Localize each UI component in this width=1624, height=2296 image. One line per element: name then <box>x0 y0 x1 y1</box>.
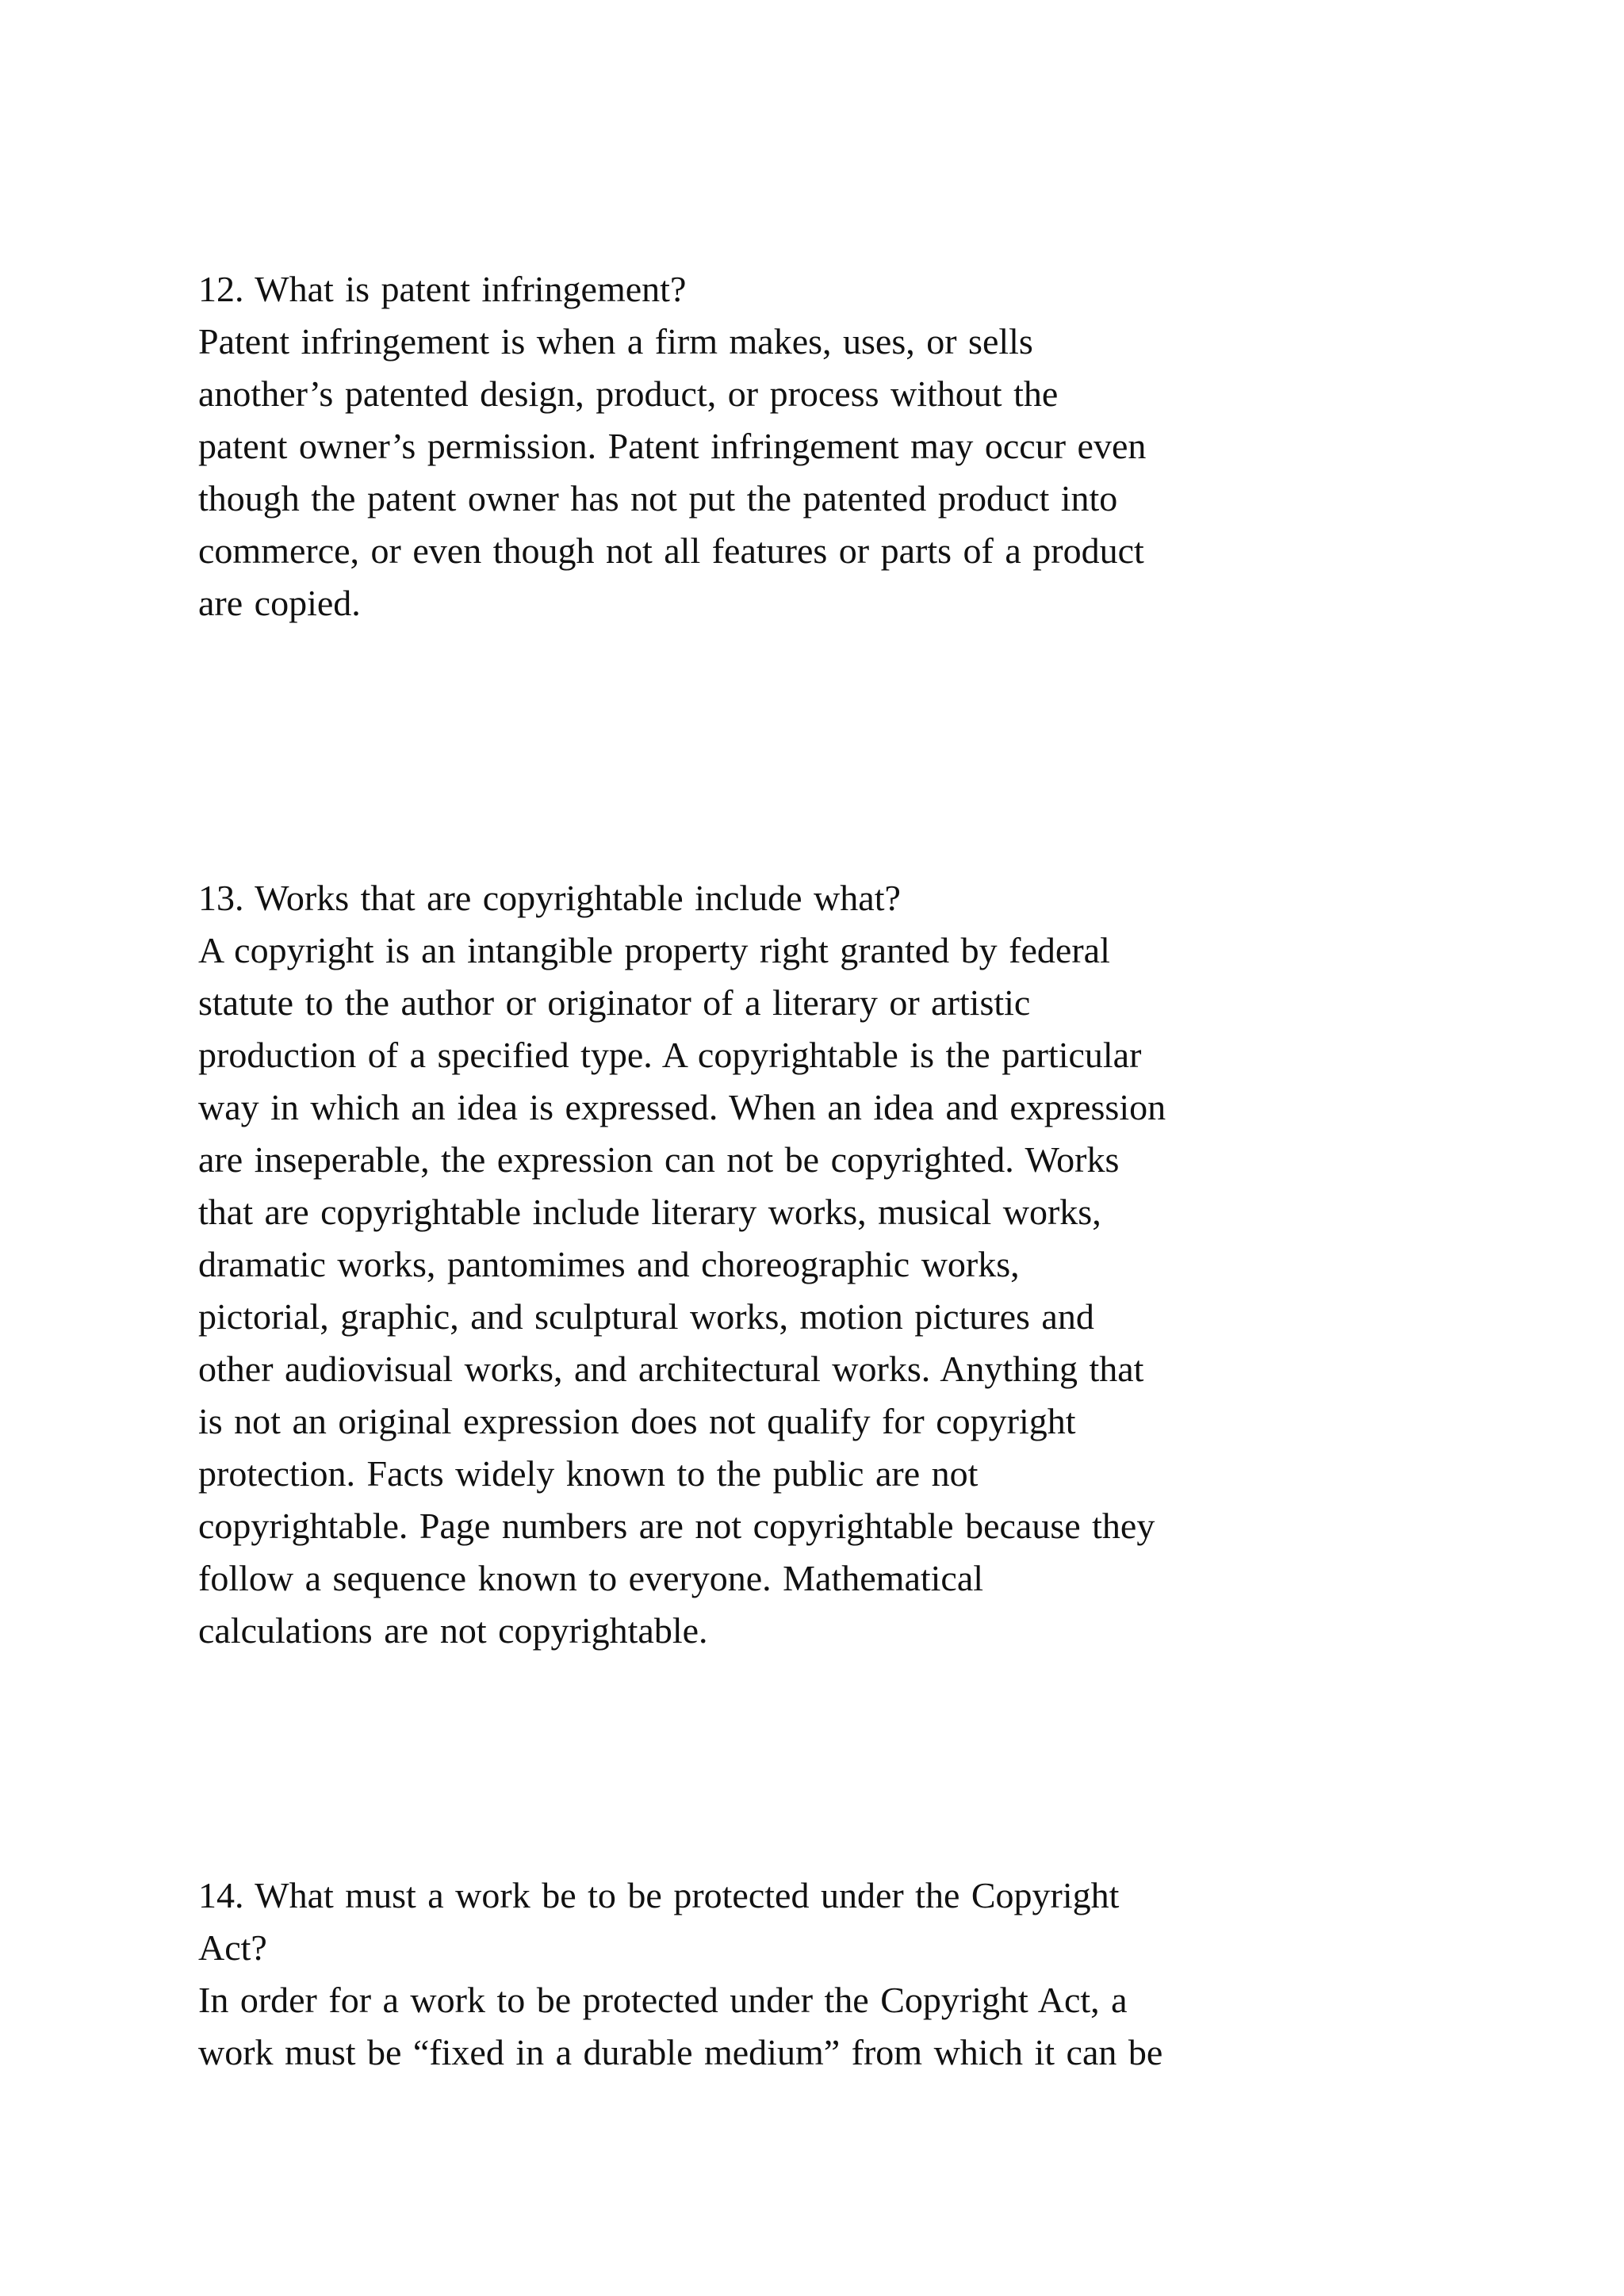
answer-line: In order for a work to be protected under the Copyright Act, a <box>198 1980 1128 2020</box>
answer-line: production of a specified type. A copyrightable is the particular <box>198 1035 1142 1075</box>
answer-line: patent owner’s permission. Patent infringement may occur even <box>198 426 1147 466</box>
answer-line: that are copyrightable include literary works, musical works, <box>198 1192 1101 1232</box>
answer-line: dramatic works, pantomimes and choreographic works, <box>198 1244 1020 1284</box>
answer-line: Patent infringement is when a firm makes, uses, or sells <box>198 321 1033 362</box>
answer-line: calculations are not copyrightable. <box>198 1610 708 1651</box>
question-heading: 14. What must a work be to be protected under the Copyright <box>198 1875 1120 1915</box>
answer-line: are copied. <box>198 583 361 623</box>
question-heading: 12. What is patent infringement? <box>198 269 687 309</box>
answer-line: commerce, or even though not all features or parts of a product <box>198 530 1144 571</box>
answer-line: copyrightable. Page numbers are not copyrightable because they <box>198 1506 1155 1546</box>
answer-line: work must be “fixed in a durable medium” from which it can be <box>198 2032 1163 2072</box>
answer-line: statute to the author or originator of a literary or artistic <box>198 982 1031 1023</box>
answer-line: are inseperable, the expression can not be copyrighted. Works <box>198 1139 1120 1180</box>
answer-line: A copyright is an intangible property right granted by federal <box>198 930 1110 970</box>
question-heading-continued: Act? <box>198 1927 267 1968</box>
answer-line: though the patent owner has not put the patented product into <box>198 478 1118 519</box>
answer-line: protection. Facts widely known to the public are not <box>198 1453 979 1494</box>
answer-line: is not an original expression does not qualify for copyright <box>198 1401 1076 1441</box>
question-heading: 13. Works that are copyrightable include what? <box>198 878 901 918</box>
answer-line: pictorial, graphic, and sculptural works, motion pictures and <box>198 1296 1094 1337</box>
answer-line: way in which an idea is expressed. When an idea and expression <box>198 1087 1166 1127</box>
answer-line: follow a sequence known to everyone. Mathematical <box>198 1558 984 1598</box>
answer-line: other audiovisual works, and architectural works. Anything that <box>198 1349 1144 1389</box>
answer-line: another’s patented design, product, or process without the <box>198 373 1059 414</box>
